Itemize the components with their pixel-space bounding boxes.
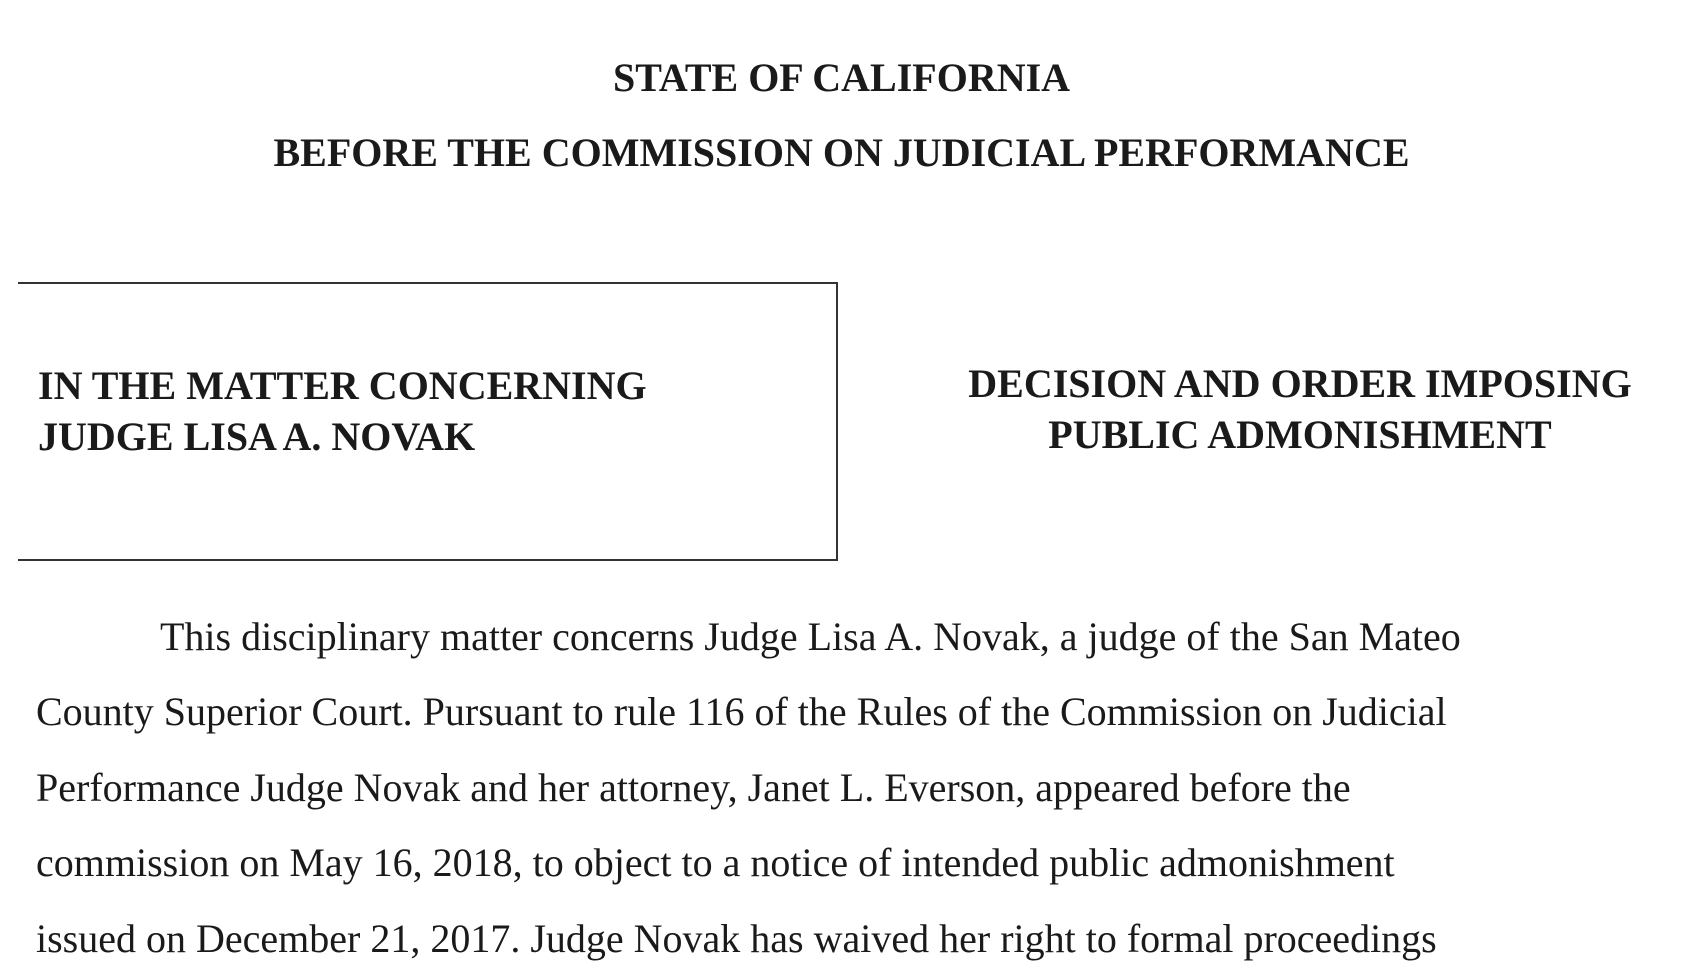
caption-box [18,282,838,561]
body-line: Performance Judge Novak and her attorney, Janet L. Everson, appeared before the [36,765,1351,810]
matter-line-1: IN THE MATTER CONCERNING [38,363,647,408]
body-line: County Superior Court. Pursuant to rule 116 of the Rules of the Commission on Judicial [36,689,1447,734]
matter-line-2: JUDGE LISA A. NOVAK [38,414,476,459]
heading-commission: BEFORE THE COMMISSION ON JUDICIAL PERFORMANCE [273,130,1410,175]
heading-state: STATE OF CALIFORNIA [612,55,1071,100]
document-title-line-2: PUBLIC ADMONISHMENT [1048,412,1552,457]
body-line: commission on May 16, 2018, to object to a notice of intended public admonishment [36,840,1395,885]
body-line: This disciplinary matter concerns Judge Lisa A. Novak, a judge of the San Mateo [160,614,1461,659]
body-line: issued on December 21, 2017. Judge Novak has waived her right to formal proceedings [36,916,1437,961]
document-title-line-1: DECISION AND ORDER IMPOSING [968,361,1632,406]
